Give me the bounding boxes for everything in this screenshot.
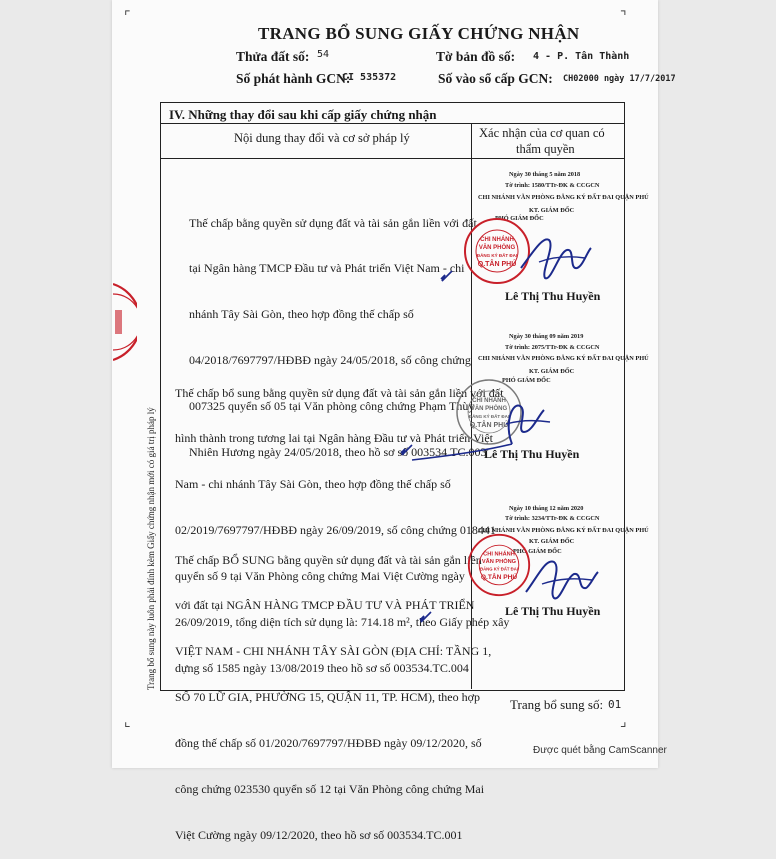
column-header-confirm-line1: Xác nhận của cơ quan có: [479, 126, 605, 140]
entry-line: 007325 quyển số 05 tại Văn phòng công chứng Phạm Thùy: [189, 399, 475, 414]
entry-1-signature: [515, 222, 595, 292]
page-title: TRANG BỔ SUNG GIẤY CHỨNG NHẬN: [258, 24, 580, 43]
stamp-text: CHI NHÁNH: [483, 551, 515, 558]
serial-number-value: CI 535372: [342, 72, 397, 83]
map-sheet-label: Tờ bản đồ số:: [436, 49, 516, 64]
stamp-text: VĂN PHÒNG: [478, 245, 516, 251]
table-divider: [160, 158, 625, 159]
entry-line: hình thành trong tương lai tại Ngân hàng Đầu tư và Phát triển Việt: [175, 431, 494, 446]
entry-2-position2: PHÓ GIÁM ĐỐC: [502, 377, 551, 384]
stamp-text: ĐĂNG KÝ ĐẤT ĐAI: [480, 566, 518, 572]
handwritten-mark-icon: [439, 269, 455, 283]
entry-1-position2: PHÓ GIÁM ĐỐC: [495, 215, 544, 222]
entry-3-receipt: Tờ trình: 3234/TTr-ĐK & CCGCN: [505, 515, 600, 522]
corner-mark-icon: ⌝: [620, 8, 627, 24]
entry-line: quyển số 9 tại Văn Phòng công chứng Mai Việt Cường ngày: [175, 569, 465, 584]
table-divider: [160, 123, 625, 124]
section-title: IV. Những thay đổi sau khi cấp giấy chứng nhận: [169, 107, 437, 122]
entry-3-content: [175, 522, 491, 859]
entry-line: tại Ngân hàng TMCP Đầu tư và Phát triển Việt Nam - chi: [189, 261, 465, 276]
corner-mark-icon: ⌞: [124, 713, 131, 729]
entry-line: công chứng 023530 quyển số 12 tại Văn Phòng công chứng Mai: [175, 782, 485, 797]
entry-line: Thế chấp BỔ SUNG bằng quyền sử dụng đất và tài sản gắn liền: [175, 552, 482, 567]
stamp-text: Q.TÂN PHÚ: [477, 261, 517, 268]
entry-2-signer: Lê Thị Thu Huyền: [484, 447, 580, 461]
entry-line: nhánh Tây Sài Gòn, theo hợp đồng thế chấp số: [189, 307, 414, 322]
entry-2-date: Ngày 30 tháng 09 năm 2019: [509, 333, 584, 340]
entry-3-position2: PHÓ GIÁM ĐỐC: [513, 548, 562, 555]
side-note: Trang bổ sung này luôn phải đính kèm Giấy chứng nhận mới có giá trị pháp lý: [146, 407, 156, 690]
stamp-text: ĐĂNG KÝ ĐẤT ĐAI: [476, 253, 518, 258]
registry-number-value: CH02000 ngày 17/7/2017: [563, 74, 676, 84]
entry-line: SỐ 70 LỮ GIA, PHƯỜNG 15, QUẬN 11, TP. HCM), theo hợp: [175, 690, 480, 705]
handwritten-mark-icon: [399, 443, 415, 457]
entry-line: 04/2018/7697797/HĐBĐ ngày 24/05/2018, số công chứng: [189, 353, 471, 368]
entry-1-position1: KT. GIÁM ĐỐC: [529, 207, 575, 214]
supplement-page-label: Trang bổ sung số:: [510, 697, 604, 712]
stamp-text: CHI NHÁNH: [480, 237, 514, 243]
entry-3-office: CHI NHÁNH VĂN PHÒNG ĐĂNG KÝ ĐẤT ĐAI QUẬN PHÚ: [478, 527, 649, 534]
entry-1-date: Ngày 30 tháng 5 năm 2018: [509, 171, 581, 178]
map-sheet-value: 4 - P. Tân Thành: [533, 51, 630, 62]
entry-line: Nam - chi nhánh Tây Sài Gòn, theo hợp đồng thế chấp số: [175, 477, 451, 492]
scanner-watermark: Được quét bằng CamScanner: [533, 745, 667, 756]
stamp-text: VĂN PHÒNG: [470, 406, 508, 412]
corner-mark-icon: ⌟: [620, 713, 627, 729]
handwritten-mark-icon: [418, 610, 434, 624]
entry-line: Nhiên Hương ngày 24/05/2018, theo hồ sơ số 003534.TC.003: [189, 445, 487, 460]
serial-number-label: Số phát hành GCN:: [236, 71, 351, 86]
column-header-content: Nội dung thay đổi và cơ sở pháp lý: [234, 131, 410, 145]
entry-line: VIỆT NAM - CHI NHÁNH TÂY SÀI GÒN (ĐỊA CHỈ: TẦNG 1,: [175, 644, 492, 659]
stamp-text: VĂN PHÒNG: [481, 559, 517, 566]
parcel-number-value: 54: [317, 49, 330, 60]
entry-line: dựng số 1585 ngày 13/08/2019 theo hồ sơ số 003534.TC.004: [175, 660, 469, 675]
supplement-page-value: 01: [608, 698, 622, 711]
entry-line: Việt Cường ngày 09/12/2020, theo hồ sơ số 003534.TC.001: [175, 827, 463, 842]
entry-1-receipt: Tờ trình: 1580/TTr-ĐK & CCGCN: [505, 182, 600, 189]
entry-2-receipt: Tờ trình: 2075/TTr-ĐK & CCGCN: [505, 344, 600, 351]
entry-3-date: Ngày 10 tháng 12 năm 2020: [509, 505, 584, 512]
entry-3-position1: KT. GIÁM ĐỐC: [529, 538, 575, 545]
column-header-confirm-line2: thẩm quyền: [516, 142, 575, 156]
stamp-text: Q.TÂN PHÚ: [480, 574, 518, 582]
entry-2-office: CHI NHÁNH VĂN PHÒNG ĐĂNG KÝ ĐẤT ĐAI QUẬN PHÚ: [478, 355, 649, 362]
entry-line: đồng thế chấp số 01/2020/7697797/HĐBĐ ngày 09/12/2020, số: [175, 736, 482, 751]
stamp-text: CHI NHÁNH: [472, 398, 506, 404]
entry-3-signer: Lê Thị Thu Huyền: [505, 604, 601, 618]
entry-line: Thế chấp bằng quyền sử dụng đất và tài sản gắn liền với đất: [189, 215, 477, 230]
corner-mark-icon: ⌜: [124, 8, 131, 24]
entry-2-position1: KT. GIÁM ĐỐC: [529, 368, 575, 375]
entry-line: Thế chấp bổ sung bằng quyền sử dụng đất và tài sản gắn liền với đất: [175, 385, 504, 400]
parcel-number-label: Thửa đất số:: [236, 49, 310, 64]
stamp-text: ĐĂNG KÝ ĐẤT ĐAI: [468, 414, 510, 419]
registry-number-label: Số vào sổ cấp GCN:: [438, 71, 553, 86]
entry-1-office: CHI NHÁNH VĂN PHÒNG ĐĂNG KÝ ĐẤT ĐAI QUẬN PHÚ: [478, 194, 649, 201]
edge-seal-icon: [113, 280, 137, 364]
entry-1-signer: Lê Thị Thu Huyền: [505, 289, 601, 303]
stamp-text: Q.TÂN PHÚ: [469, 422, 509, 429]
entry-line: 26/09/2019, tổng diện tích sử dụng là: 714.18 m², theo Giấy phép xây: [175, 615, 510, 630]
entry-line: với đất tại NGÂN HÀNG TMCP ĐẦU TƯ VÀ PHÁT TRIỂN: [175, 598, 475, 613]
entry-line: 02/2019/7697797/HĐBĐ ngày 26/09/2019, số công chứng 018441: [175, 523, 496, 538]
